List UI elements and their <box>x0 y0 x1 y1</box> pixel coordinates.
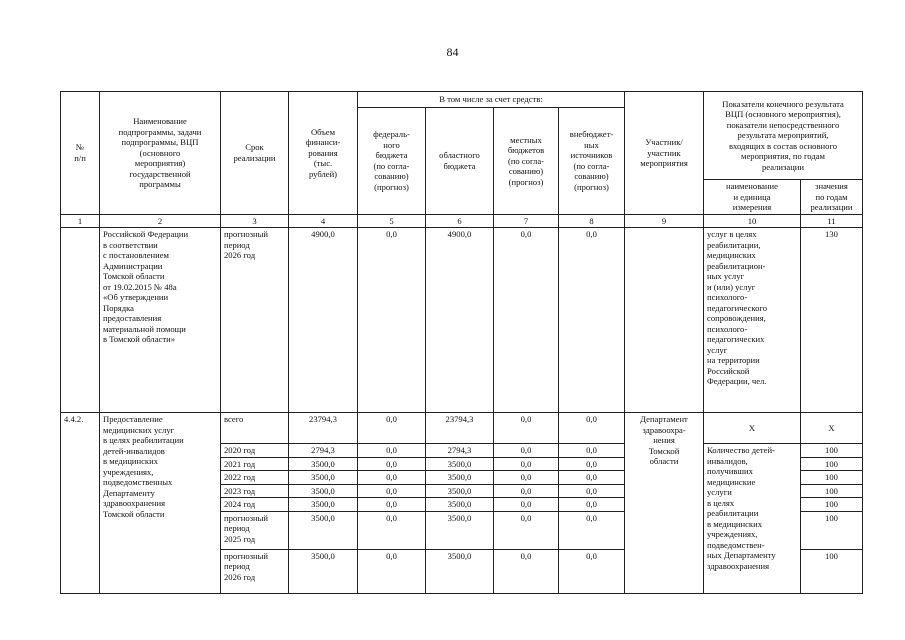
col-number: 4 <box>289 214 358 228</box>
header-term: Срок реализации <box>221 92 289 215</box>
total-extra: 0,0 <box>559 413 625 444</box>
block-participant: Департамент здравоохра- нения Томской области <box>625 413 704 594</box>
year-value: 100 <box>801 498 863 512</box>
total-local: 0,0 <box>494 413 559 444</box>
row-local: 0,0 <box>494 228 559 413</box>
year-term: прогнозный период 2025 год <box>221 511 289 549</box>
year-local: 0,0 <box>494 498 559 512</box>
col-number: 3 <box>221 214 289 228</box>
year-value: 100 <box>801 549 863 593</box>
year-value: 100 <box>801 471 863 485</box>
year-extra: 0,0 <box>559 511 625 549</box>
header-name: Наименование подпрограммы, задачи подпрограммы, ВЦП (основного мероприятия) государственной программы <box>100 92 221 215</box>
year-federal: 0,0 <box>358 511 426 549</box>
year-volume: 3500,0 <box>289 511 358 549</box>
total-regional: 23794,3 <box>426 413 494 444</box>
col-number: 6 <box>426 214 494 228</box>
col-number: 11 <box>801 214 863 228</box>
table-row <box>61 413 863 444</box>
year-term: 2022 год <box>221 471 289 485</box>
row-term: прогнозный период 2026 год <box>221 228 289 413</box>
header-ind-values: значения по годам реализации <box>801 180 863 215</box>
year-extra: 0,0 <box>559 498 625 512</box>
year-local: 0,0 <box>494 549 559 593</box>
year-volume: 3500,0 <box>289 471 358 485</box>
col-number: 1 <box>61 214 100 228</box>
header-volume: Объем финанси- рования (тыс. рублей) <box>289 92 358 215</box>
row-regional: 4900,0 <box>426 228 494 413</box>
year-volume: 3500,0 <box>289 498 358 512</box>
header-ind-name: наименование и единица измерения <box>704 180 801 215</box>
year-value: 100 <box>801 444 863 458</box>
year-federal: 0,0 <box>358 549 426 593</box>
page-number: 84 <box>446 45 459 59</box>
year-extra: 0,0 <box>559 471 625 485</box>
total-ind-name: Х <box>704 413 801 444</box>
year-term: 2021 год <box>221 457 289 471</box>
year-extra: 0,0 <box>559 484 625 498</box>
block-num: 4.4.2. <box>61 413 100 594</box>
col-number: 9 <box>625 214 704 228</box>
year-regional: 3500,0 <box>426 549 494 593</box>
year-term: прогнозный период 2026 год <box>221 549 289 593</box>
year-federal: 0,0 <box>358 498 426 512</box>
year-local: 0,0 <box>494 511 559 549</box>
total-term: всего <box>221 413 289 444</box>
year-volume: 3500,0 <box>289 457 358 471</box>
total-ind-value: Х <box>801 413 863 444</box>
column-numbers-row <box>61 214 863 228</box>
block-ind-name: Количество детей- инвалидов, получивших медицинские услуги в целях реабилитации в медицинских учреждениях, подведомствен- ных Департаменту здравоохранения <box>704 444 801 594</box>
block-name: Предоставление медицинских услуг в целях реабилитации детей-инвалидов в медицинских учреждениях, подведомственных Департаменту здравоохранения Томской области <box>100 413 221 594</box>
year-extra: 0,0 <box>559 444 625 458</box>
program-table <box>60 91 863 594</box>
year-term: 2020 год <box>221 444 289 458</box>
col-number: 7 <box>494 214 559 228</box>
header-federal: федераль- ного бюджета (по согла- сованию) (прогноз) <box>358 108 426 215</box>
year-regional: 3500,0 <box>426 484 494 498</box>
col-number: 2 <box>100 214 221 228</box>
year-local: 0,0 <box>494 457 559 471</box>
header-indicators: Показатели конечного результата ВЦП (основного мероприятия), показатели непосредственного результата мероприятий, входящих в состав основного мероприятия, по годам реализации <box>704 92 863 180</box>
year-local: 0,0 <box>494 484 559 498</box>
year-extra: 0,0 <box>559 549 625 593</box>
year-volume: 3500,0 <box>289 484 358 498</box>
year-volume: 2794,3 <box>289 444 358 458</box>
year-term: 2024 год <box>221 498 289 512</box>
header-extra: внебюджет- ных источников (по согла- сованию) (прогноз) <box>559 108 625 215</box>
year-regional: 3500,0 <box>426 471 494 485</box>
year-volume: 3500,0 <box>289 549 358 593</box>
header-num: № п/п <box>61 92 100 215</box>
col-number: 8 <box>559 214 625 228</box>
year-regional: 2794,3 <box>426 444 494 458</box>
year-local: 0,0 <box>494 444 559 458</box>
year-federal: 0,0 <box>358 484 426 498</box>
year-federal: 0,0 <box>358 457 426 471</box>
row-volume: 4900,0 <box>289 228 358 413</box>
col-number: 10 <box>704 214 801 228</box>
year-regional: 3500,0 <box>426 457 494 471</box>
header-participant: Участник/ участник мероприятия <box>625 92 704 215</box>
header-incl: В том числе за счет средств: <box>358 92 625 108</box>
header-local: местных бюджетов (по согла- сованию) (прогноз) <box>494 108 559 215</box>
year-value: 100 <box>801 511 863 549</box>
year-value: 100 <box>801 484 863 498</box>
row-extra: 0,0 <box>559 228 625 413</box>
row-ind-name: услуг в целях реабилитации, медицинских реабилитацион- ных услуг и (или) услуг психолого- педагогического сопровождения, психолого- педагогических услуг на территории Российской Федерации, чел. <box>704 228 801 413</box>
row-name: Российской Федерации в соответствии с постановлением Администрации Томской области от 19.02.2015 № 48а «Об утверждении Порядка предоставления материальной помощи в Томской области» <box>100 228 221 413</box>
row-ind-value: 130 <box>801 228 863 413</box>
year-federal: 0,0 <box>358 444 426 458</box>
total-federal: 0,0 <box>358 413 426 444</box>
row-federal: 0,0 <box>358 228 426 413</box>
year-regional: 3500,0 <box>426 511 494 549</box>
header-regional: областного бюджета <box>426 108 494 215</box>
year-local: 0,0 <box>494 471 559 485</box>
col-number: 5 <box>358 214 426 228</box>
year-regional: 3500,0 <box>426 498 494 512</box>
row-participant <box>625 228 704 413</box>
total-volume: 23794,3 <box>289 413 358 444</box>
year-federal: 0,0 <box>358 471 426 485</box>
year-value: 100 <box>801 457 863 471</box>
year-extra: 0,0 <box>559 457 625 471</box>
row-num <box>61 228 100 413</box>
table-row <box>61 228 863 413</box>
year-term: 2023 год <box>221 484 289 498</box>
